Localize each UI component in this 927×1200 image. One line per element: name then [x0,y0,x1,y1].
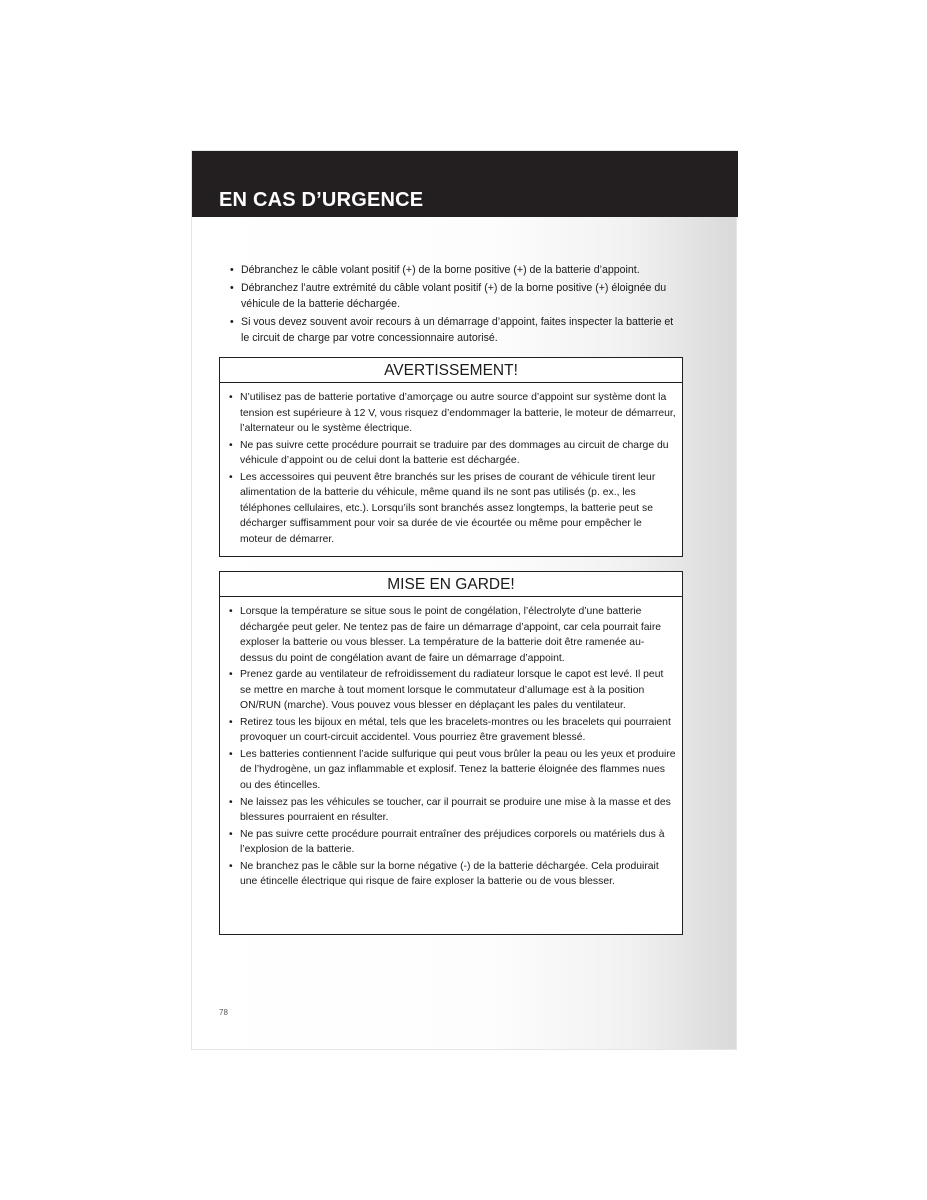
intro-bullet-list [229,262,679,348]
list-item: • Débranchez le câble volant positif (+) de la borne positive (+) de la batterie d’appoint. [229,262,679,279]
list-item: • Retirez tous les bijoux en métal, tels que les bracelets-montres ou les bracelets qui pourraient provoquer un court-circuit accidentel. Vous pourriez être gravement blessé. [228,715,676,746]
caution-box [219,571,683,935]
list-item: • Les accessoires qui peuvent être branchés sur les prises de courant de véhicule tirent leur alimentation de la batterie du véhicule, même quand ils ne sont pas utilisés (p. ex., les téléphones cellulaires, etc.). Lorsqu’ils sont branchés assez longtemps, la batterie peut se décharger suffisamment pour voir sa durée de vie écourtée ou même pour empêcher le moteur de démarrer. [228,470,676,548]
section-header-bar [192,151,738,217]
list-item: • Ne laissez pas les véhicules se toucher, car il pourrait se produire une mise à la masse et des blessures pourraient en résulter. [228,795,676,826]
manual-page [191,150,737,1050]
list-item: • Ne pas suivre cette procédure pourrait se traduire par des dommages au circuit de charge du véhicule d’appoint ou de celui dont la batterie est déchargée. [228,438,676,469]
caution-title: MISE EN GARDE! [220,572,682,597]
list-item: • Ne branchez pas le câble sur la borne négative (-) de la batterie déchargée. Cela produirait une étincelle électrique qui risque de faire exploser la batterie ou de vous blesser. [228,859,676,890]
list-item: • Débranchez l’autre extrémité du câble volant positif (+) de la borne positive (+) éloignée du véhicule de la batterie déchargée. [229,280,679,313]
warning-title: AVERTISSEMENT! [220,358,682,383]
list-item: • Prenez garde au ventilateur de refroidissement du radiateur lorsque le capot est levé. Il peut se mettre en marche à tout moment lorsque le commutateur d’allumage est à la position ON/RUN (marche). Vous pouvez vous blesser en déplaçant les pales du ventilateur. [228,667,676,714]
page-number: 78 [219,1008,228,1017]
list-item: • N’utilisez pas de batterie portative d’amorçage ou autre source d’appoint sur système dont la tension est supérieure à 12 V, vous risquez d’endommager la batterie, le moteur de démarreur, l’alternateur ou le système électrique. [228,390,676,437]
list-item: • Les batteries contiennent l’acide sulfurique qui peut vous brûler la peau ou les yeux et produire de l’hydrogène, un gaz inflammable et explosif. Tenez la batterie éloignée des flammes nues ou des étincelles. [228,747,676,794]
list-item: • Lorsque la température se situe sous le point de congélation, l’électrolyte d’une batterie déchargée peut geler. Ne tentez pas de faire un démarrage d’appoint, car cela pourrait faire exploser la batterie ou vous blesser. La température de la batterie doit être ramenée au-dessus du point de congélation avant de faire un démarrage d’appoint. [228,604,676,666]
caution-bullet-list [220,597,682,890]
list-item: • Ne pas suivre cette procédure pourrait entraîner des préjudices corporels ou matériels dus à l’explosion de la batterie. [228,827,676,858]
list-item: • Si vous devez souvent avoir recours à un démarrage d’appoint, faites inspecter la batterie et le circuit de charge par votre concessionnaire autorisé. [229,314,679,347]
warning-box [219,357,683,557]
section-title: EN CAS D’URGENCE [219,189,424,211]
warning-bullet-list [220,383,682,547]
